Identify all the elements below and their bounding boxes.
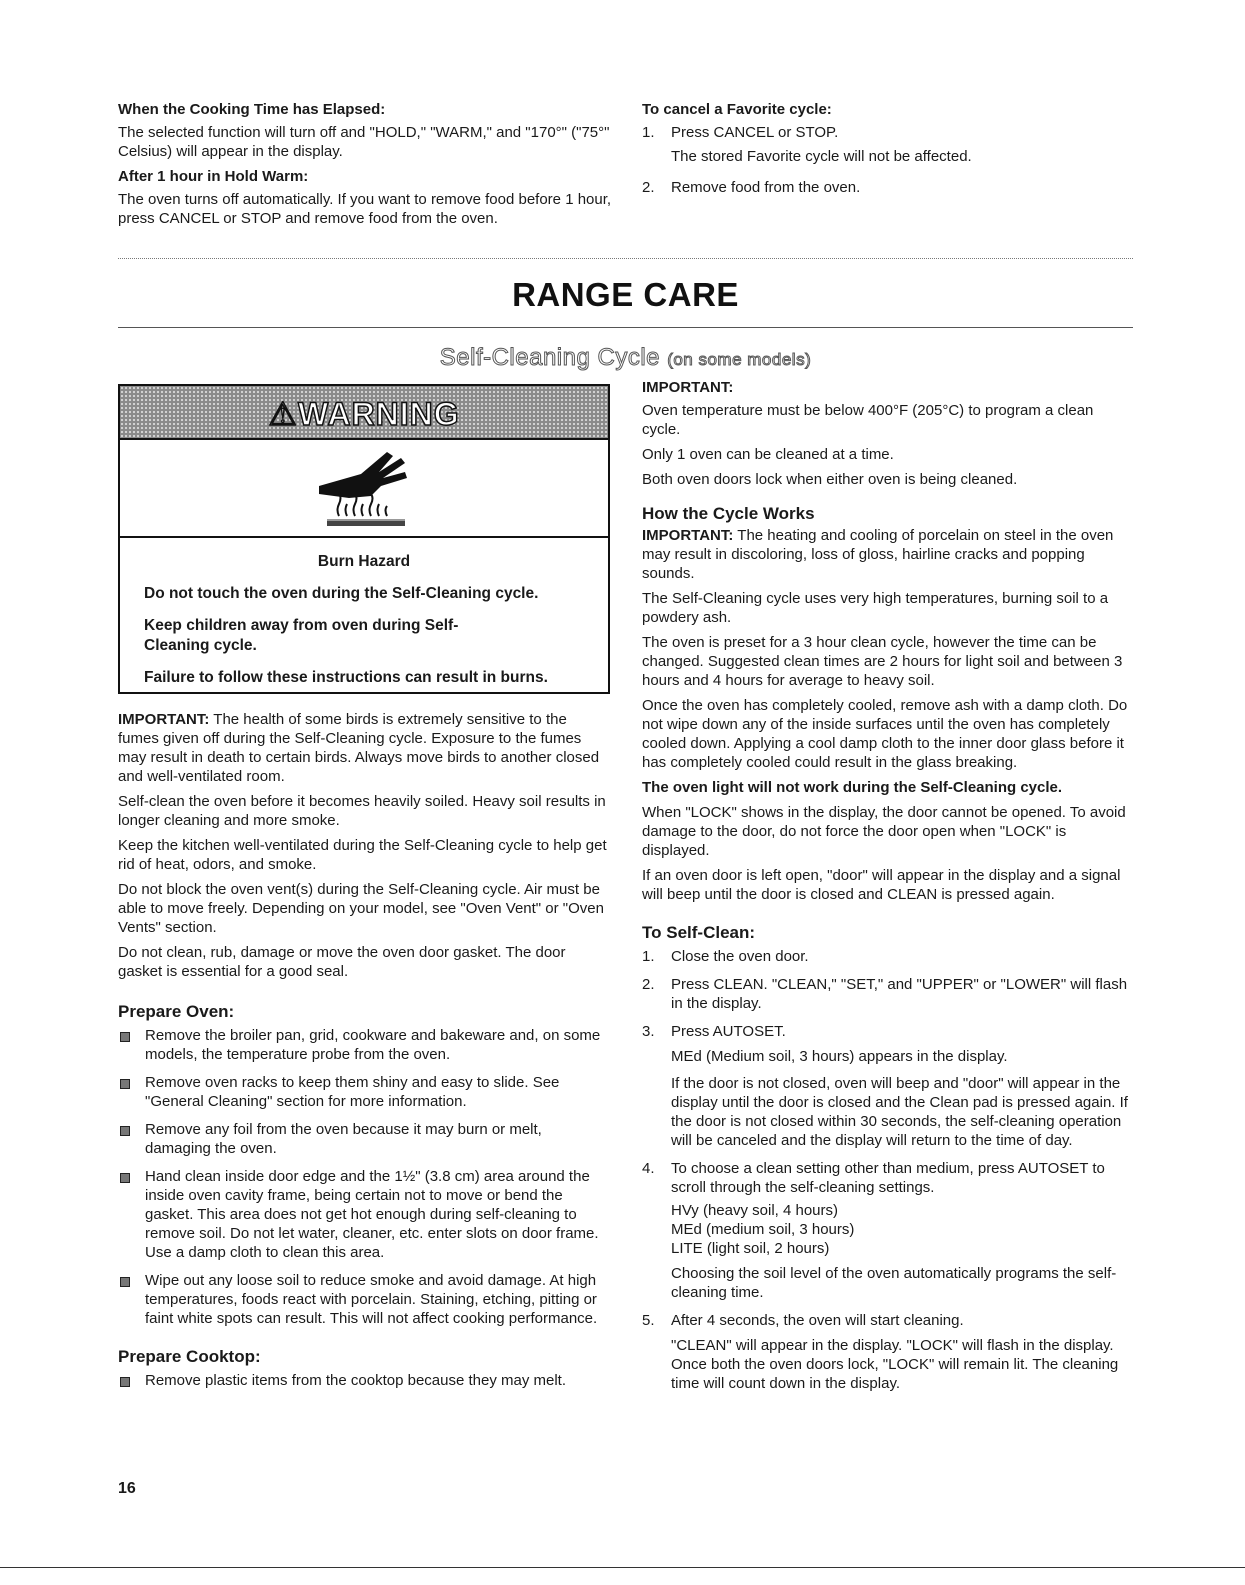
cancel-favorite-heading: To cancel a Favorite cycle: bbox=[642, 101, 832, 118]
porcelain-important-paragraph bbox=[642, 526, 1134, 583]
step-note: Choosing the soil level of the oven automatically programs the self-cleaning time. bbox=[671, 1265, 1117, 1301]
important-label: IMPORTANT: bbox=[118, 711, 210, 728]
step-number: 4. bbox=[642, 1160, 655, 1177]
step-number: 2. bbox=[642, 976, 655, 993]
cooking-time-elapsed-heading: When the Cooking Time has Elapsed: bbox=[118, 101, 386, 118]
list-item: Wipe out any loose soil to reduce smoke and avoid damage. At high temperatures, foods react with porcelain. Staining, etching, pitting or faint white spots can result. This will not affect cooking performance. bbox=[118, 1271, 608, 1328]
temperature-requirement: Oven temperature must be below 400°F (205°C) to program a clean cycle. bbox=[642, 402, 1094, 438]
step-result: MEd (Medium soil, 3 hours) appears in the display. bbox=[671, 1048, 1008, 1065]
warning-label: ⚠WARNING bbox=[268, 396, 460, 432]
birds-important-paragraph bbox=[118, 710, 608, 786]
right-column bbox=[642, 378, 1134, 1402]
list-item: Remove any foil from the oven because it may burn or melt, damaging the oven. bbox=[118, 1120, 608, 1158]
step-text: Remove food from the oven. bbox=[671, 179, 861, 196]
square-bullet-icon bbox=[120, 1173, 130, 1183]
step-number: 1. bbox=[642, 948, 655, 965]
self-clean-step-4 bbox=[642, 1159, 1134, 1302]
title-rule bbox=[118, 327, 1133, 328]
self-clean-step-5 bbox=[642, 1311, 1134, 1393]
warning-banner bbox=[120, 386, 608, 440]
hold-warm-text: The oven turns off automatically. If you want to remove food before 1 hour, press CANCEL or STOP and remove food from the oven. bbox=[118, 191, 612, 227]
doors-lock-note: Both oven doors lock when either oven is being cleaned. bbox=[642, 471, 1018, 488]
square-bullet-icon bbox=[120, 1126, 130, 1136]
cooking-time-elapsed-text: The selected function will turn off and "HOLD," "WARM," and "170°" ("75°" Celsius) will appear in the display. bbox=[118, 124, 610, 160]
hand-burn-icon bbox=[309, 444, 419, 530]
cancel-step-1 bbox=[642, 123, 1122, 166]
square-bullet-icon bbox=[120, 1377, 130, 1387]
important-label: IMPORTANT: bbox=[642, 527, 734, 544]
step-note: "CLEAN" will appear in the display. "LOCK" will flash in the display. Once both the oven doors lock, "LOCK" will remain lit. The cleaning time will count down in the display. bbox=[671, 1337, 1119, 1392]
gasket-paragraph: Do not clean, rub, damage or move the oven door gasket. The door gasket is essential for a good seal. bbox=[118, 944, 566, 980]
step-text: Press CANCEL or STOP. bbox=[671, 124, 839, 141]
ventilation-paragraph: Keep the kitchen well-ventilated during the Self-Cleaning cycle to help get rid of heat, odors, and smoke. bbox=[118, 837, 607, 873]
prepare-oven-heading: Prepare Oven: bbox=[118, 1002, 235, 1021]
clean-times-paragraph: The oven is preset for a 3 hour clean cycle, however the time can be changed. Suggested clean times are 2 hours for light soil and between 3 hours and 4 hours for average to heavy soil. bbox=[642, 634, 1123, 689]
step-note: If the door is not closed, oven will beep and "door" will appear in the display until the door is closed and the Clean pad is pressed again. If the door is not closed within 30 seconds, the self-cleaning operation will be canceled and the display will return to the time of day. bbox=[671, 1075, 1128, 1149]
warning-box bbox=[118, 384, 610, 694]
step-number: 5. bbox=[642, 1312, 655, 1329]
one-oven-note: Only 1 oven can be cleaned at a time. bbox=[642, 446, 894, 463]
step-note: The stored Favorite cycle will not be affected. bbox=[671, 148, 972, 165]
cooking-time-elapsed-section bbox=[118, 100, 618, 228]
list-item: Remove plastic items from the cooktop because they may melt. bbox=[118, 1371, 590, 1390]
step-text: To choose a clean setting other than medium, press AUTOSET to scroll through the self-cleaning settings. bbox=[671, 1160, 1105, 1196]
heavy-soil-paragraph: Self-clean the oven before it becomes heavily soiled. Heavy soil results in longer cleaning and more smoke. bbox=[118, 793, 606, 829]
cooling-paragraph: Once the oven has completely cooled, remove ash with a damp cloth. Do not wipe down any of the inside surfaces until the oven has completely cooled down. Applying a cool damp cloth to the inner door glass before it has completely cooled could result in the glass breaking. bbox=[642, 697, 1128, 771]
important-text: The heating and cooling of porcelain on steel in the oven may result in discoloring, loss of gloss, hairline cracks and popping sounds. bbox=[642, 527, 1114, 582]
self-clean-step-2 bbox=[642, 975, 1134, 1013]
oven-light-note: The oven light will not work during the Self-Cleaning cycle. bbox=[642, 779, 1063, 796]
prepare-oven-list bbox=[118, 1026, 608, 1328]
section-title bbox=[118, 344, 1133, 372]
page-number: 16 bbox=[118, 1480, 136, 1497]
warning-line-2: Keep children away from oven during Self-Cleaning cycle. bbox=[144, 617, 459, 654]
list-item: Hand clean inside door edge and the 1½" (3.8 cm) area around the inside oven cavity frame, being certain not to move or bend the gasket. This area does not get hot enough during self-cleaning to remove soil. Do not let water, cleaner, etc. enter slots on door frame. Use a damp cloth to clean this area. bbox=[118, 1167, 608, 1262]
soil-option-light: LITE (light soil, 2 hours) bbox=[671, 1240, 830, 1257]
section-title-main: Self-Cleaning Cycle bbox=[439, 344, 661, 371]
square-bullet-icon bbox=[120, 1079, 130, 1089]
how-cycle-works-heading: How the Cycle Works bbox=[642, 504, 815, 523]
dotted-divider bbox=[118, 258, 1133, 259]
list-item: Remove oven racks to keep them shiny and easy to slide. See "General Cleaning" section for more information. bbox=[118, 1073, 608, 1111]
hold-warm-heading: After 1 hour in Hold Warm: bbox=[118, 168, 309, 185]
step-text: Close the oven door. bbox=[671, 948, 809, 965]
step-number: 2. bbox=[642, 179, 655, 196]
to-self-clean-heading: To Self-Clean: bbox=[642, 923, 756, 942]
step-text: After 4 seconds, the oven will start cleaning. bbox=[671, 1312, 964, 1329]
left-column bbox=[118, 710, 608, 1399]
cancel-step-2 bbox=[642, 178, 1122, 197]
soil-option-medium: MEd (medium soil, 3 hours) bbox=[671, 1221, 855, 1238]
step-number: 3. bbox=[642, 1023, 655, 1040]
burn-hazard-label: Burn Hazard bbox=[317, 553, 411, 570]
cancel-favorite-section bbox=[642, 100, 1122, 206]
square-bullet-icon bbox=[120, 1032, 130, 1042]
square-bullet-icon bbox=[120, 1277, 130, 1287]
warning-text bbox=[120, 538, 608, 688]
oven-vent-paragraph: Do not block the oven vent(s) during the Self-Cleaning cycle. Air must be able to move freely. Depending on your model, see "Oven Vent" or "Oven Vents" section. bbox=[118, 881, 604, 936]
step-text: Press AUTOSET. bbox=[671, 1023, 786, 1040]
prepare-cooktop-heading: Prepare Cooktop: bbox=[118, 1347, 261, 1366]
self-clean-step-3 bbox=[642, 1022, 1134, 1150]
door-open-paragraph: If an oven door is left open, "door" will appear in the display and a signal will beep until the door is closed and CLEAN is pressed again. bbox=[642, 867, 1121, 903]
page-bottom-edge bbox=[0, 1567, 1245, 1568]
burn-hazard-pictogram bbox=[120, 440, 608, 538]
prepare-cooktop-list bbox=[118, 1371, 608, 1390]
important-text: The health of some birds is extremely sensitive to the fumes given off during the Self-Cleaning cycle. Exposure to the fumes may result in death to certain birds. Always move birds to another closed and well-ventilated room. bbox=[118, 711, 600, 785]
warning-line-3: Failure to follow these instructions can result in burns. bbox=[144, 669, 548, 686]
warning-line-1: Do not touch the oven during the Self-Cleaning cycle. bbox=[144, 585, 539, 602]
powdery-ash-paragraph: The Self-Cleaning cycle uses very high temperatures, burning soil to a powdery ash. bbox=[642, 590, 1109, 626]
list-item: Remove the broiler pan, grid, cookware and bakeware and, on some models, the temperature probe from the oven. bbox=[118, 1026, 608, 1064]
self-clean-step-1 bbox=[642, 947, 1134, 966]
step-text: Press CLEAN. "CLEAN," "SET," and "UPPER" or "LOWER" will flash in the display. bbox=[671, 976, 1128, 1012]
step-number: 1. bbox=[642, 124, 655, 141]
section-title-suffix: (on some models) bbox=[667, 350, 812, 369]
page-title: RANGE CARE bbox=[512, 276, 739, 313]
important-heading: IMPORTANT: bbox=[642, 379, 734, 396]
soil-option-heavy: HVy (heavy soil, 4 hours) bbox=[671, 1202, 839, 1219]
lock-display-paragraph: When "LOCK" shows in the display, the door cannot be opened. To avoid damage to the door, do not force the door open when "LOCK" is displayed. bbox=[642, 804, 1126, 859]
